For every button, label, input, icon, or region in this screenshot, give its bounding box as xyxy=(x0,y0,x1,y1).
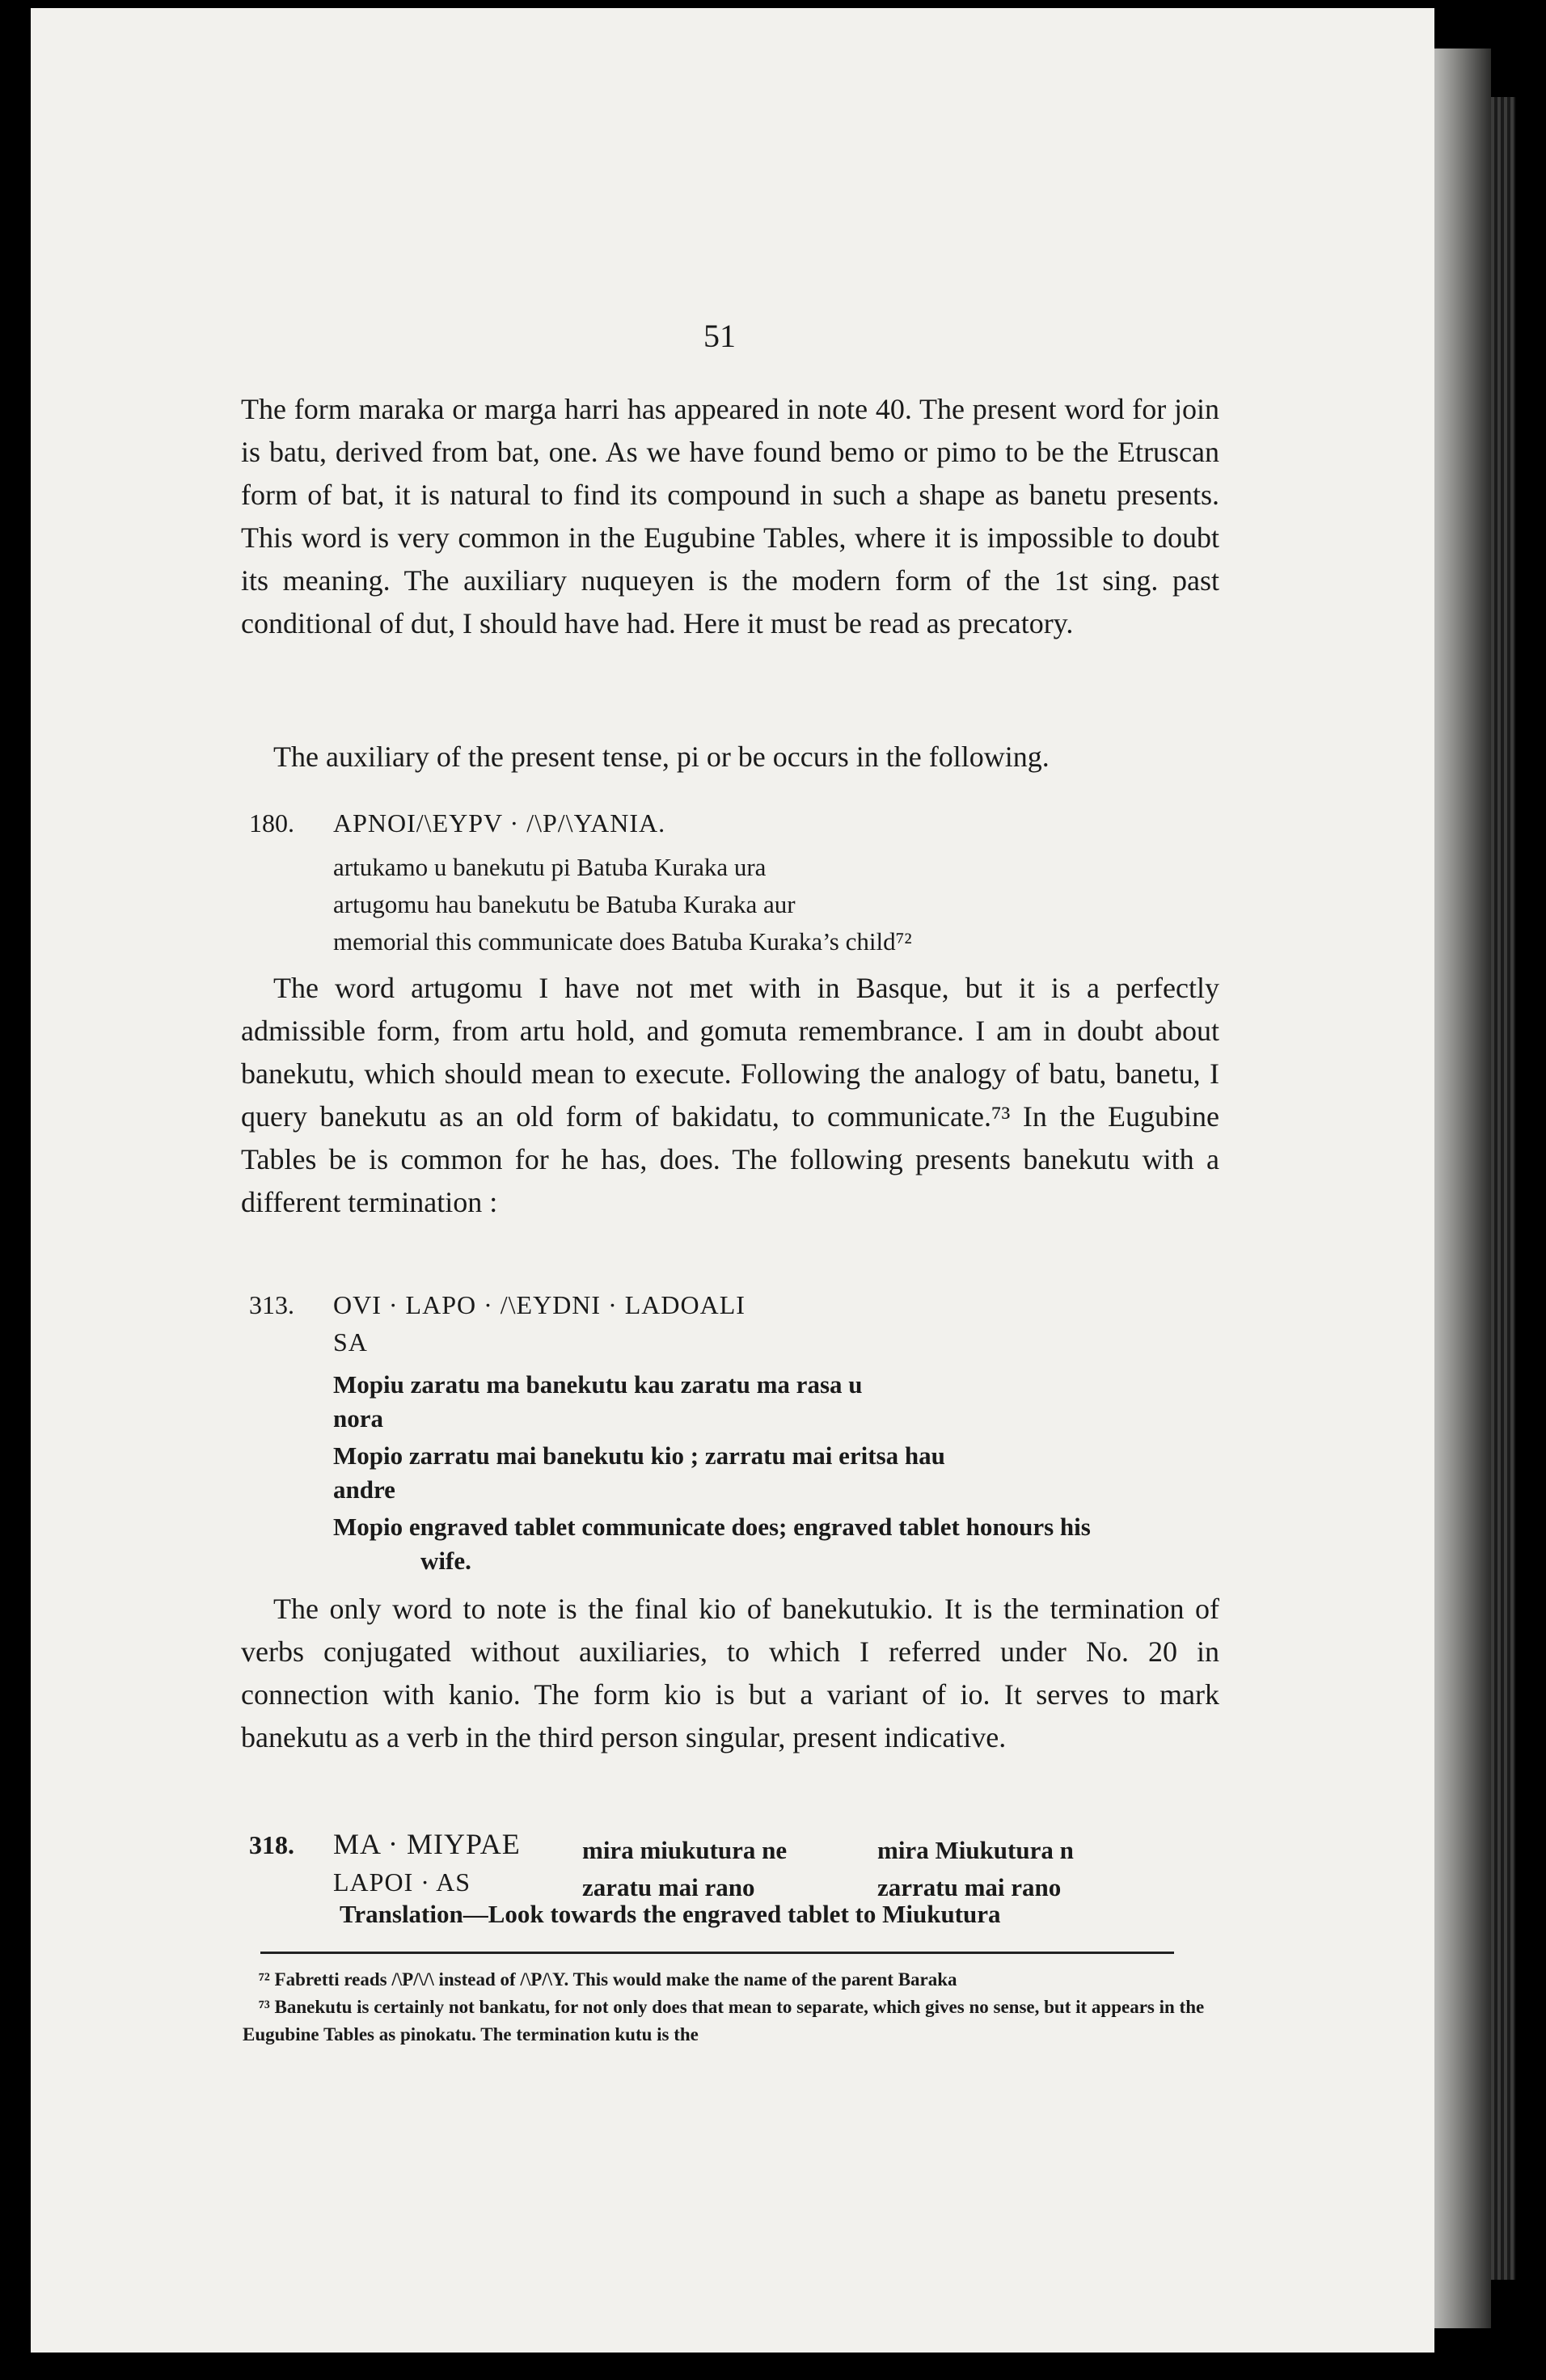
entry-313-line-5: Mopio engraved tablet communicate does; engraved tablet honours his xyxy=(333,1513,1091,1541)
footnote-73: ⁷³ Banekutu is certainly not bankatu, for not only does that mean to separate, which gives no sense, but it appears in the Eugubine Tables as pinokatu. The termination kutu is the xyxy=(243,1997,1205,2045)
entry-180-number: 180. xyxy=(249,808,294,838)
entry-313-number: 313. xyxy=(249,1290,294,1319)
entry-318-number: 318. xyxy=(249,1830,294,1859)
entry-313-etruscan: OVI · LAPO · /\EYDNI · LADOALI xyxy=(333,1290,746,1319)
paragraph-1: The form maraka or marga harri has appeared in note 40. The present word for join is batu, derived from bat, one. As we have found bemo or pimo to be the Etruscan form of bat, it is natural to find its compound in such a shape as banetu presents. This word is very common in the Eugubine Tables, where it is impossible to doubt its meaning. The auxiliary nuqueyen is the modern form of the 1st sing. past conditional of dut, I should have had. Here it must be read as precatory. xyxy=(241,393,1219,639)
footnote-rule xyxy=(260,1952,1174,1954)
entry-313-line-4: andre xyxy=(333,1475,395,1504)
paragraph-3: The word artugomu I have not met with in Basque, but it is a perfectly admissible form, from artu hold, and gomuta remembrance. I am in doubt about banekutu, which should mean to execute. Following the analogy of batu, banetu, I query banekutu as an old form of bakidatu, to communicate.⁷³ In the Eugubine Tables be is common for he has, does. The following presents banekutu with a different termination : xyxy=(241,972,1219,1218)
entry-318-col3-line-1: mira Miukutura n xyxy=(877,1836,1074,1864)
entry-318-translation: Translation—Look towards the engraved tablet to Miukutura xyxy=(340,1900,1001,1928)
book-spine xyxy=(1434,49,1491,2328)
entry-313-etruscan-cont: SA xyxy=(333,1327,368,1357)
entry-180-etruscan: APNOI/\EYPV · /\P/\YANIA. xyxy=(333,808,666,838)
entry-180-line-2: artugomu hau banekutu be Batuba Kuraka aur xyxy=(333,890,796,918)
entry-318-col2-line-1: mira miukutura ne xyxy=(582,1836,788,1864)
entry-313-line-2: nora xyxy=(333,1404,383,1433)
page-edges xyxy=(1491,97,1515,2280)
entry-318-col3-line-2: zarratu mai rano xyxy=(877,1873,1062,1901)
entry-318-etruscan-1: MA · MIYPAE xyxy=(333,1828,521,1860)
entry-180-line-3: memorial this communicate does Batuba Kuraka’s child⁷² xyxy=(333,927,912,956)
paragraph-2: The auxiliary of the present tense, pi or be occurs in the following. xyxy=(273,741,1050,773)
entry-313-line-3: Mopio zarratu mai banekutu kio ; zarratu mai eritsa hau xyxy=(333,1441,945,1470)
footnote-72: ⁷² Fabretti reads /\P/\/\ instead of /\P/\Y. This would make the name of the parent Baraka xyxy=(259,1969,957,1990)
entry-318-col2-line-2: zaratu mai rano xyxy=(582,1873,755,1901)
entry-180-line-1: artukamo u banekutu pi Batuba Kuraka ura xyxy=(333,853,767,881)
entry-313-line-6: wife. xyxy=(420,1547,471,1575)
entry-318-etruscan-2: LAPOI · AS xyxy=(333,1867,471,1897)
entry-313-line-1: Mopiu zaratu ma banekutu kau zaratu ma rasa u xyxy=(333,1370,863,1399)
page-number: 51 xyxy=(703,318,736,354)
paragraph-4: The only word to note is the final kio of banekutukio. It is the termination of verbs conjugated without auxiliaries, to which I referred under No. 20 in connection with kanio. The form kio is but a variant of io. It serves to mark banekutu as a verb in the third person singular, present indicative. xyxy=(241,1593,1219,1753)
